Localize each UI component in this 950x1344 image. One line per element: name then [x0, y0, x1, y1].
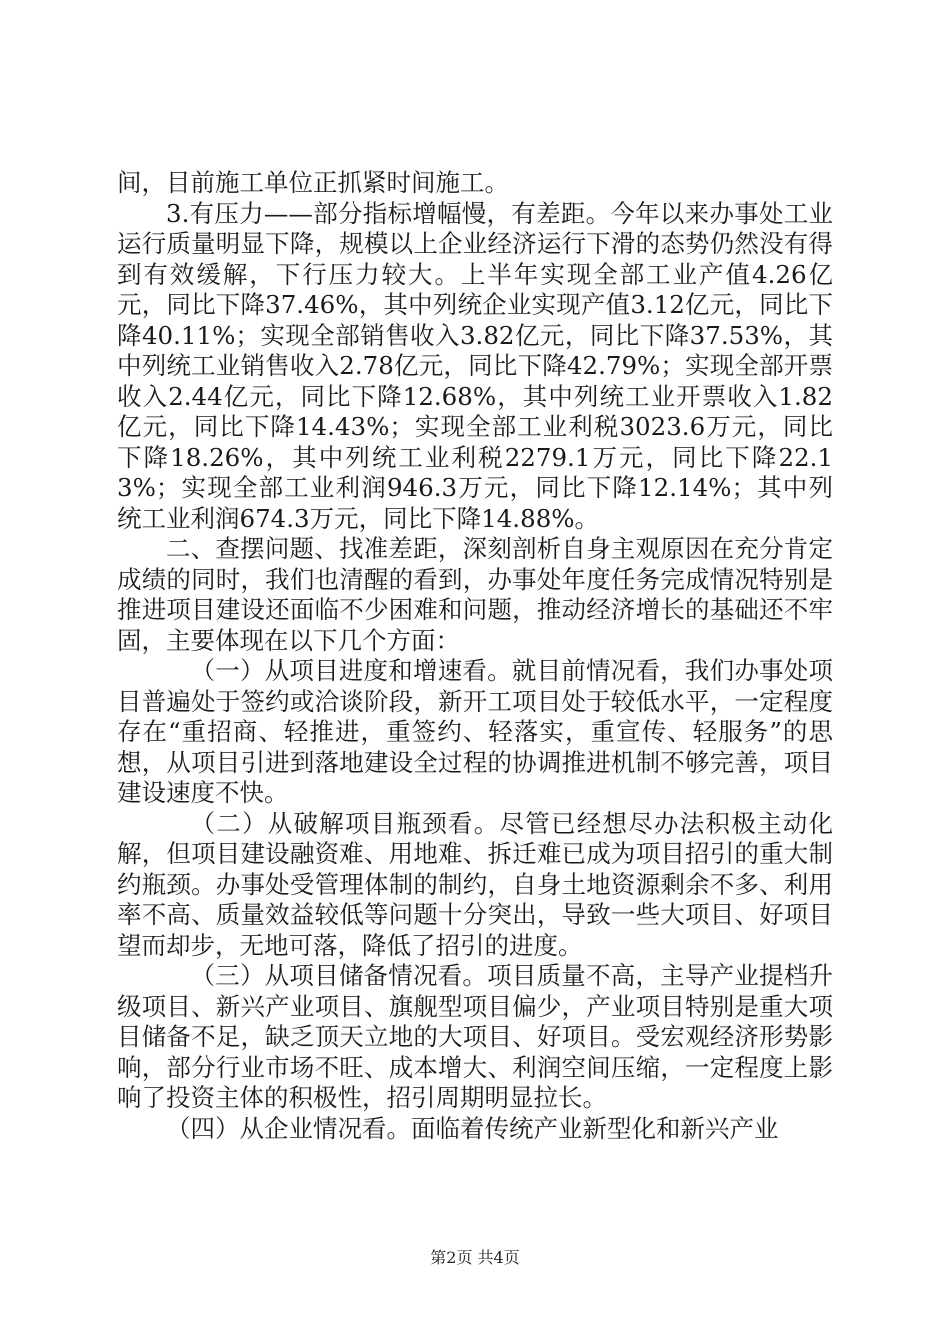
paragraph-continuation: 间，目前施工单位正抓紧时间施工。 — [117, 168, 509, 197]
document-body — [117, 168, 833, 1144]
paragraph-item-three: （三）从项目储备情况看。项目质量不高，主导产业提档升级项目、新兴产业项目、旗舰型项目偏少，产业项目特别是重大项目储备不足，缺乏顶天立地的大项目、好项目。受宏观经济形势影响，部分行业市场不旺、成本增大、利润空间压缩，一定程度上影响了投资主体的积极性，招引周期明显拉长。 — [117, 961, 833, 1112]
paragraph-section-two: 二、查摆问题、找准差距，深刻剖析自身主观原因在充分肯定成绩的同时，我们也清醒的看到，办事处年度任务完成情况特别是推进项目建设还面临不少困难和问题，推动经济增长的基础还不牢固，主要体现在以下几个方面： — [117, 534, 833, 655]
page-footer: 第2页 共4页 — [430, 1248, 520, 1267]
paragraph-item-four: （四）从企业情况看。面临着传统产业新型化和新兴产业 — [166, 1113, 779, 1143]
paragraph-pressure: 3.有压力——部分指标增幅慢，有差距。今年以来办事处工业运行质量明显下降，规模以上企业经济运行下滑的态势仍然没有得到有效缓解，下行压力较大。上半年实现全部工业产值4.26亿元，同比下降37.46%，其中列统企业实现产值3.12亿元，同比下降40.11%；实现全部销售收入3.82亿元，同比下降37.53%，其中列统工业销售收入2.78亿元，同比下降42.79%；实现全部开票收入2.44亿元，同比下降12.68%，其中列统工业开票收入1.82亿元，同比下降14.43%；实现全部工业利税3023.6万元，同比下降18.26%，其中列统工业利税2279.1万元，同比下降22.13%；实现全部工业利润946.3万元，同比下降12.14%；其中列统工业利润674.3万元，同比下降14.88%。 — [117, 198, 833, 533]
paragraph-item-two: （二）从破解项目瓶颈看。尽管已经想尽办法积极主动化解，但项目建设融资难、用地难、拆迁难已成为项目招引的重大制约瓶颈。办事处受管理体制的制约，自身土地资源剩余不多、利用率不高、质量效益较低等问题十分突出，导致一些大项目、好项目望而却步，无地可落，降低了招引的进度。 — [117, 808, 833, 960]
paragraph-item-one: （一）从项目进度和增速看。就目前情况看，我们办事处项目普遍处于签约或洽谈阶段，新开工项目处于较低水平，一定程度存在“重招商、轻推进，重签约、轻落实，重宣传、轻服务”的思想，从项目引进到落地建设全过程的协调推进机制不够完善，项目建设速度不快。 — [117, 656, 833, 807]
